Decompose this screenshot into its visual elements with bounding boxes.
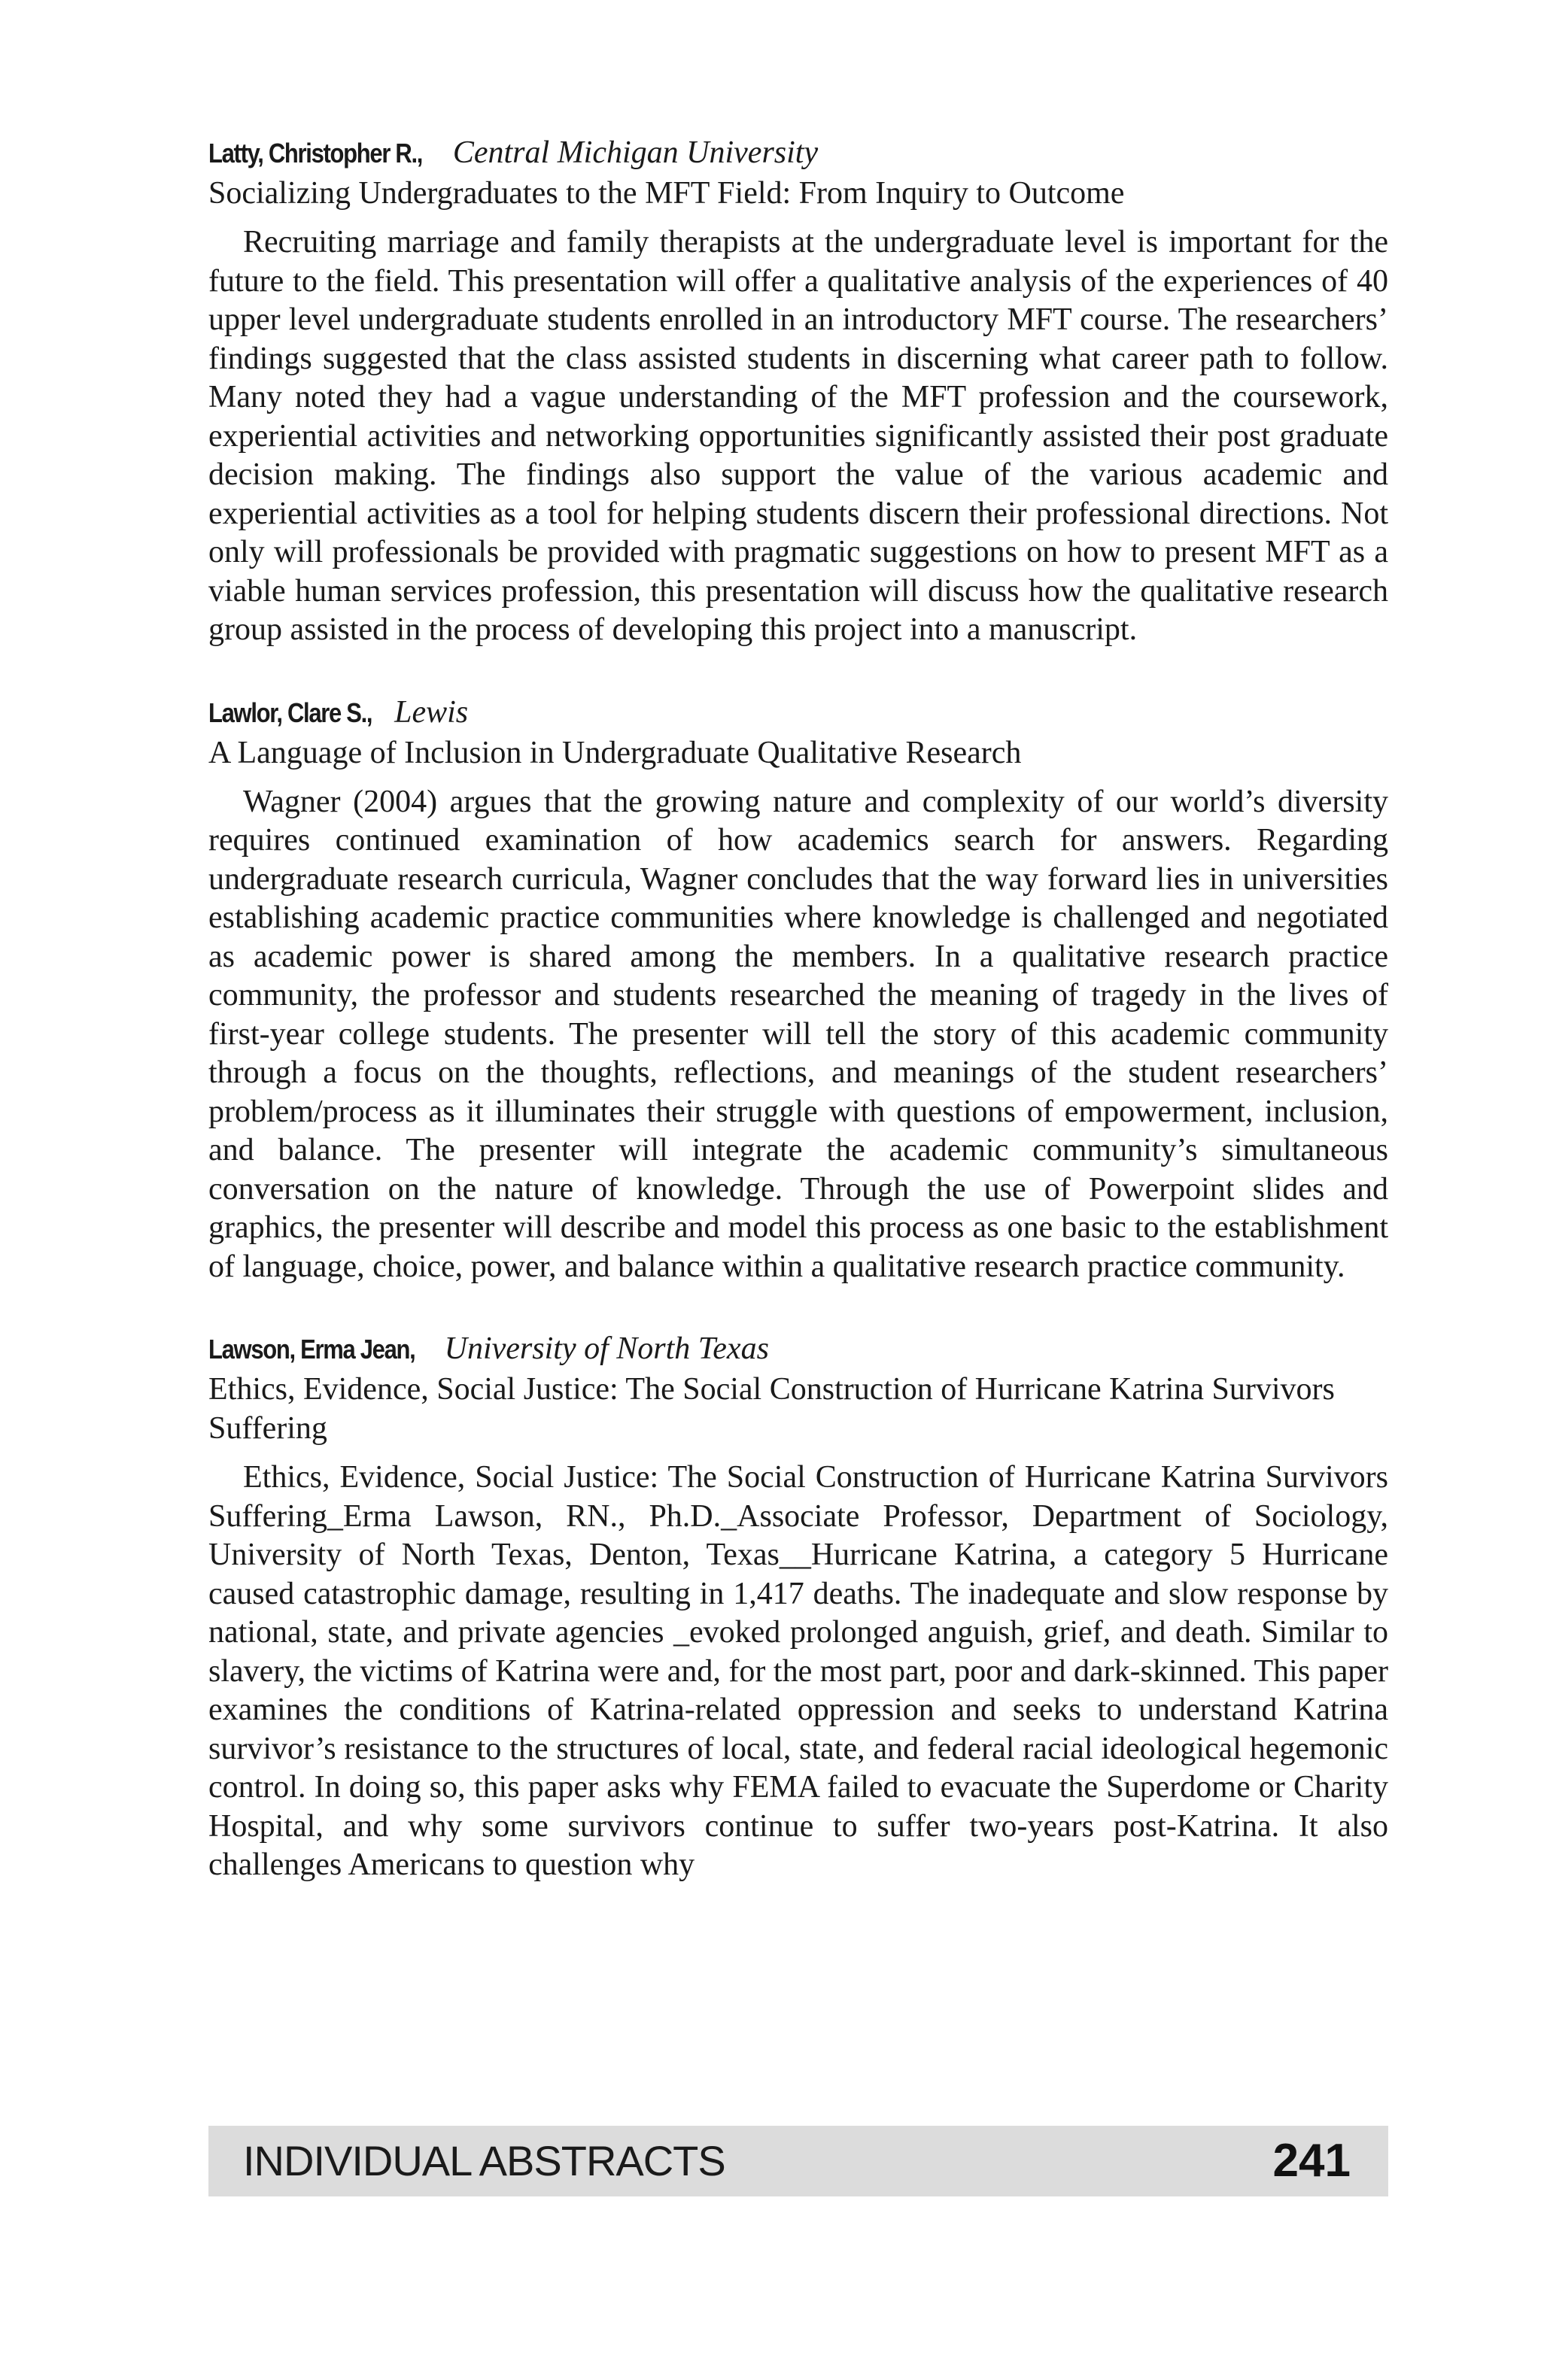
abstract-title: A Language of Inclusion in Undergraduate Qualitative Research bbox=[208, 735, 1022, 770]
author-affiliation: University of North Texas bbox=[444, 1331, 769, 1366]
abstract-body: Wagner (2004) argues that the growing nature and complexity of our world’s diversity requires continued examination of how academics search for answers. Regarding undergraduate research curricula, Wagner concludes that the way forward lies in universities establishing academic practice communities where knowledge is challenged and negotiated as academic power is shared among the members. In a qualitative research practice community, the professor and students researched the meaning of tragedy in the lives of first-year college students. The presenter will tell the story of this academic community through a focus on the thoughts, reflections, and meanings of the student researchers’ problem/process as it illuminates their struggle with questions of empowerment, inclusion, and balance. The presenter will integrate the academic community’s simultaneous conversation on the nature of knowledge. Through the use of Powerpoint slides and graphics, the presenter will describe and model this process as one basic to the establishment of language, choice, power, and balance within a qualitative research practice community. bbox=[208, 784, 1388, 1284]
author-affiliation: Lewis bbox=[394, 694, 469, 730]
abstract-title: Socializing Undergraduates to the MFT Field: From Inquiry to Outcome bbox=[208, 176, 1125, 211]
abstract-title: Ethics, Evidence, Social Justice: The Social Construction of Hurricane Katrina Survivors Suffering bbox=[208, 1372, 1335, 1446]
author-name: Lawlor, Clare S., bbox=[208, 697, 372, 728]
abstract-entry bbox=[208, 692, 1388, 1287]
author-name: Latty, Christopher R., bbox=[208, 138, 423, 168]
abstract-body: Ethics, Evidence, Social Justice: The Social Construction of Hurricane Katrina Survivors Suffering_Erma Lawson, RN., Ph.D._Associate Professor, Department of Sociology, University of North Texas, Denton, Texas__Hurricane Katrina, a category 5 Hurricane caused catastrophic damage, resulting in 1,417 deaths. The inadequate and slow response by national, state, and private agencies _evoked prolonged anguish, grief, and death. Similar to slavery, the victims of Katrina were and, for the most part, poor and dark-skinned. This paper examines the conditions of Katrina-related oppression and seeks to understand Katrina survivor’s resistance to the structures of local, state, and federal racial ideological hegemonic control. In doing so, this paper asks why FEMA failed to evacuate the Superdome or Charity Hospital, and why some survivors continue to suffer two-years post-Katrina. It also challenges Americans to question why bbox=[208, 1460, 1388, 1882]
entry-header bbox=[208, 692, 1388, 733]
author-name: Lawson, Erma Jean, bbox=[208, 1334, 415, 1365]
abstract-entry bbox=[208, 132, 1388, 650]
section-title: INDIVIDUAL ABSTRACTS bbox=[243, 2137, 725, 2184]
abstract-entry bbox=[208, 1328, 1388, 1885]
entry-header bbox=[208, 1328, 1388, 1370]
author-affiliation: Central Michigan University bbox=[452, 135, 819, 170]
page-footer bbox=[208, 2126, 1388, 2196]
page-content bbox=[208, 132, 1388, 1927]
entry-header bbox=[208, 132, 1388, 174]
abstract-body: Recruiting marriage and family therapists at the undergraduate level is important for the future to the field. This presentation will offer a qualitative analysis of the experiences of 40 upper level undergraduate students enrolled in an introductory MFT course. The researchers’ findings suggested that the class assisted students in discerning what career path to follow. Many noted they had a vague understanding of the MFT profession and the coursework, experiential activities and networking opportunities significantly assisted their post graduate decision making. The findings also support the value of the various academic and experiential activities as a tool for helping students discern their professional directions. Not only will professionals be provided with pragmatic suggestions on how to present MFT as a viable human services profession, this presentation will discuss how the qualitative research group assisted in the process of developing this project into a manuscript. bbox=[208, 225, 1388, 647]
page-number: 241 bbox=[1272, 2135, 1351, 2187]
